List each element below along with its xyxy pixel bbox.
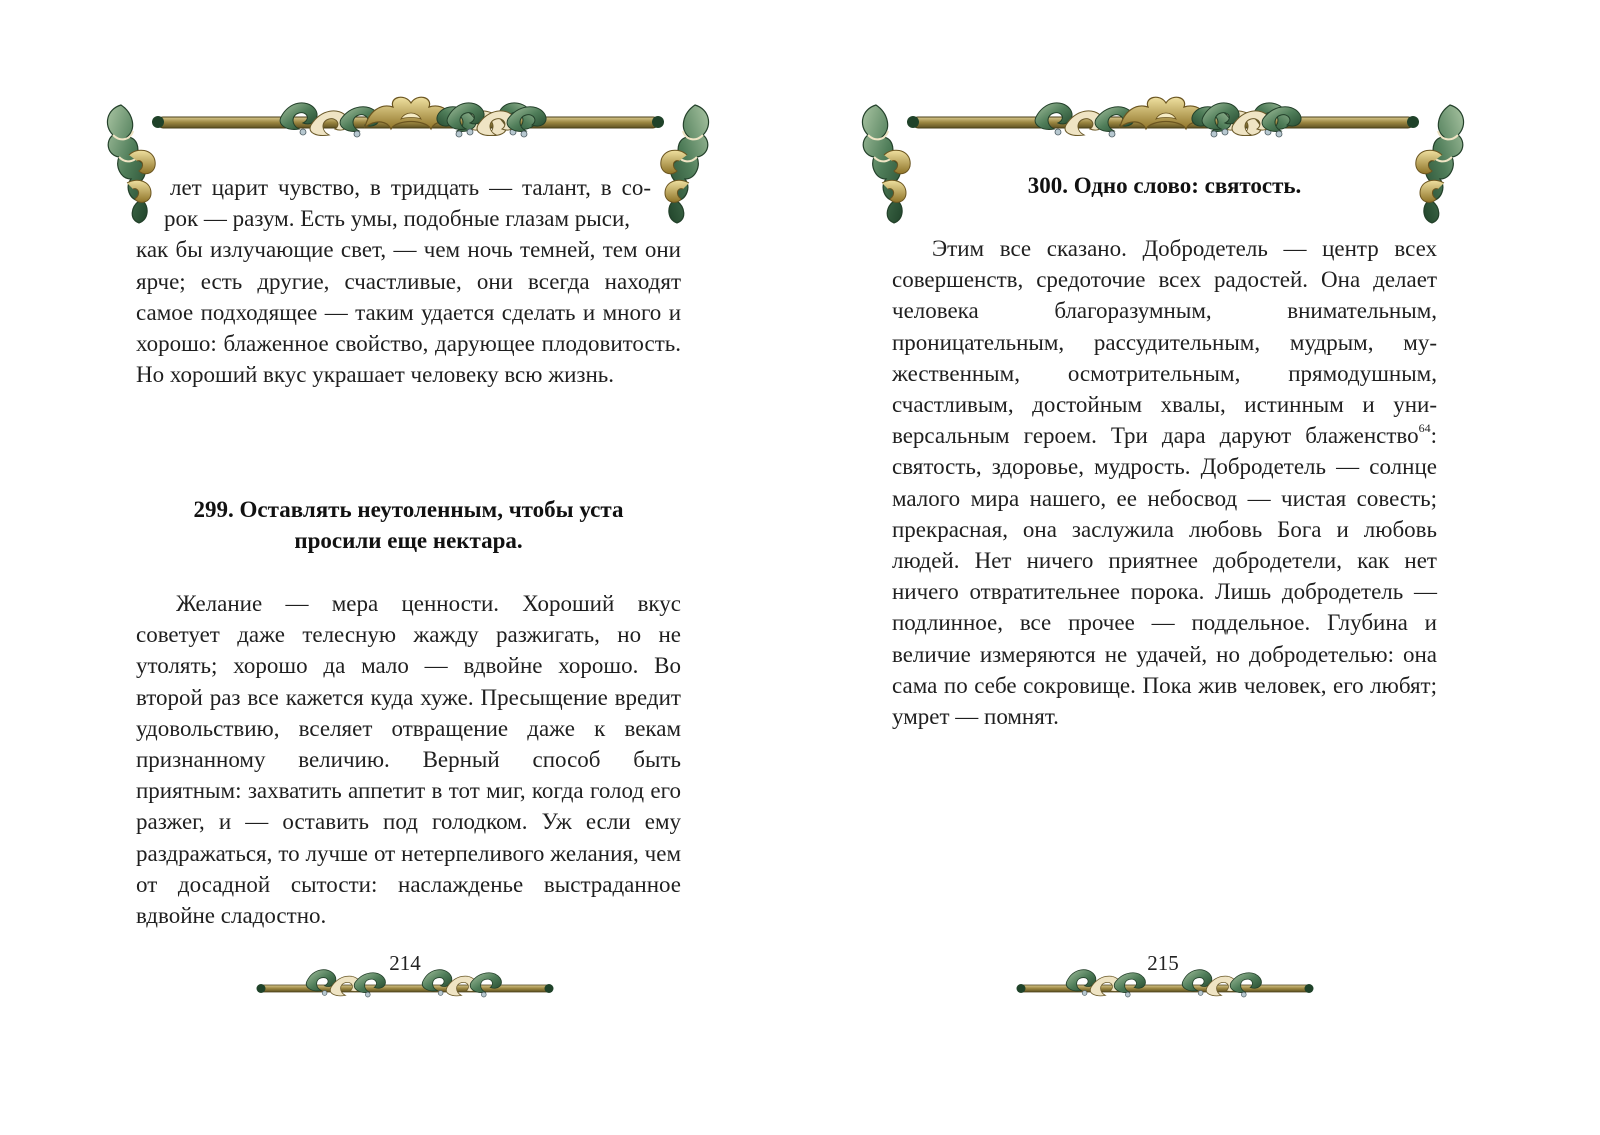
page-number: 214 [389,951,421,975]
body-text-after-note: : святость, здоровье, мудрость. Добродетель — солнце малого мира нашего, ее небосвод — чистая совесть; прекрасная, она заслужила любовь Бога и любовь людей. Нет ничего приятнее добродетели, как нет ничего отвратительнее порока. Лишь добродетель — подлинное, все прочее — поддельное. Глубина и величие измеряются не удачей, но добродетелью: она сама по себе сокровище. Пока жив человек, его любят; умрет — помнят. [892,423,1437,730]
page-number: 215 [1147,951,1179,975]
ornamental-footer-icon [1015,965,1315,1005]
section-heading-300: 300. Одно слово: святость. [1027,173,1302,198]
section-299-paragraph: Желание — мера ценности. Хороший вкус советует даже телесную жажду разжигать, но не утолять; хорошо да мало — вдвойне хорошо. Во второй раз все кажется куда хуже. Пресыщение вредит удовольствию, вселяет отвращение даже к векам признанному величию. Верный способ быть приятным: захватить аппетит в тот миг, когда голод его разжег, и — оставить под голодком. Уж если ему раздражаться, то лучше от нетерпеливого желания, чем от досадной сытости: наслажденье выстраданное вдвойне сладостно. [136,591,681,929]
continuation-text: как бы излучающие свет, — чем ночь темней, тем они ярче; есть другие, счастливые, они всегда находят самое подходящее — таким удается сделать и много и хорошо: блаженное свойство, дарующее плодовитость. Но хороший вкус украшает человеку всю жизнь. [136,237,681,388]
body-text-before-note: Этим все сказано. Добродетель — центр всех совершенств, средоточие всех радостей. Она делает человека благоразумным, внимательным, проницательным, рассудительным, мудрым, мужественным, осмотрительным, прямодушным, счастливым, достойным хвалы, истинным и универсальным героем. Три дара даруют блаженство [892,236,1437,449]
heading-line-1: 299. Оставлять неутоленным, чтобы уста [193,497,624,522]
section-300-body [892,233,1437,732]
continuation-line-2: рок — разум. Есть умы, подобные глазам рыси, [164,206,631,232]
section-300-paragraph [892,233,1437,732]
right-page [800,0,1600,1135]
continuation-line-1: лет царит чувство, в тридцать — талант, в со- [170,175,651,200]
continuation-paragraph [136,172,681,390]
section-299-body [136,588,681,931]
footnote-reference[interactable]: 64 [1418,421,1431,436]
heading-line-2: просили еще нектара. [294,528,523,553]
section-heading-299 [136,494,681,556]
ornamental-header-icon [858,95,1468,225]
ornamental-footer-icon [255,965,555,1005]
